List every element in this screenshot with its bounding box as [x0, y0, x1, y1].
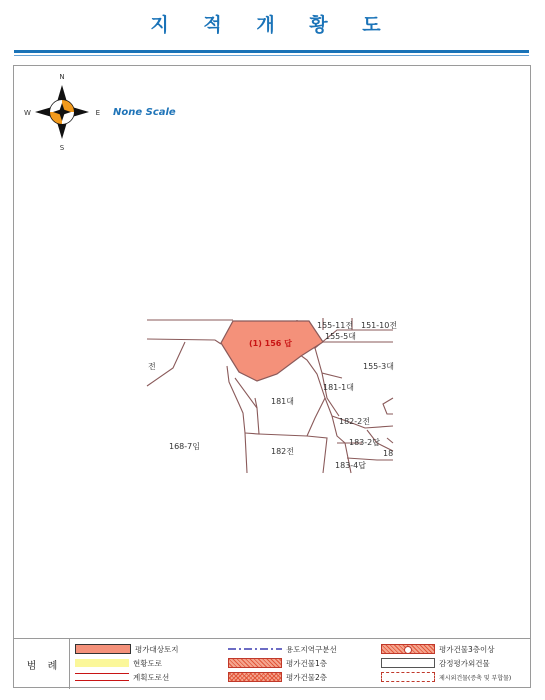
parcel-label-155-11: 155-11전 — [317, 321, 354, 330]
hatch-circle-swatch-icon — [381, 644, 435, 654]
title-underline-thin — [14, 55, 529, 56]
cadastral-map — [147, 318, 398, 473]
parcel-label-155-3: 155-3대 — [363, 362, 394, 371]
scale-label: None Scale — [113, 107, 176, 118]
compass-s: S — [59, 144, 65, 152]
legend-item-subject-land: 평가대상토지 — [75, 642, 178, 656]
parcel-label-183-4: 183-4답 — [335, 461, 366, 470]
parcel-label-168-7: 168-7임 — [169, 442, 200, 451]
parcel-label-181-1: 181-1대 — [323, 383, 354, 392]
legend-item-presented-building: 제시외건물(증축 및 부합물) — [381, 670, 511, 684]
legend-item-building-3f: 평가건물3층이상 — [381, 642, 495, 656]
parcel-label-151-10: 151-10전 — [361, 321, 398, 330]
page-title: 지 적 개 황 도 — [150, 14, 395, 36]
legend — [13, 638, 531, 689]
hatch-swatch-icon — [228, 658, 282, 668]
parcel-label-182-2: 182-2전 — [339, 417, 370, 426]
legend-item-building-1f: 평가건물1층 — [228, 656, 327, 670]
crosshatch-swatch-icon — [228, 672, 282, 682]
compass-n: N — [59, 73, 65, 81]
legend-item-building-2f: 평가건물2층 — [228, 670, 327, 684]
parcel-label-181: 181대 — [271, 397, 294, 406]
compass-e: E — [95, 109, 100, 117]
blue-dashdot-swatch-icon — [228, 644, 282, 654]
dashed-box-swatch-icon — [381, 672, 435, 682]
parcel-label-155-5: 155-5대 — [325, 332, 356, 341]
legend-item-existing-road: 현황도로 — [75, 656, 162, 670]
title-underline — [14, 50, 529, 53]
legend-title: 범 례 — [26, 661, 62, 672]
subject-parcel-label: (1) 156 답 — [249, 339, 292, 348]
legend-divider — [69, 639, 70, 689]
parcel-label-183-2: 183-2답 — [349, 438, 380, 447]
yellow-swatch-icon — [75, 659, 129, 667]
legend-item-planned-road: 계획도로선 — [75, 670, 169, 684]
parcel-label-jeon: 전 — [148, 362, 156, 371]
red-lines-swatch-icon — [75, 673, 129, 681]
compass-rose-icon — [22, 72, 102, 152]
legend-item-non-appraised-building: 감정평가외건물 — [381, 656, 490, 670]
compass-w: W — [24, 109, 31, 117]
parcel-label-18: 18 — [383, 449, 394, 458]
parcel-label-182: 182전 — [271, 447, 294, 456]
salmon-swatch-icon — [75, 644, 131, 654]
legend-item-zoning-line: 용도지역구분선 — [228, 642, 337, 656]
outline-box-swatch-icon — [381, 658, 435, 668]
